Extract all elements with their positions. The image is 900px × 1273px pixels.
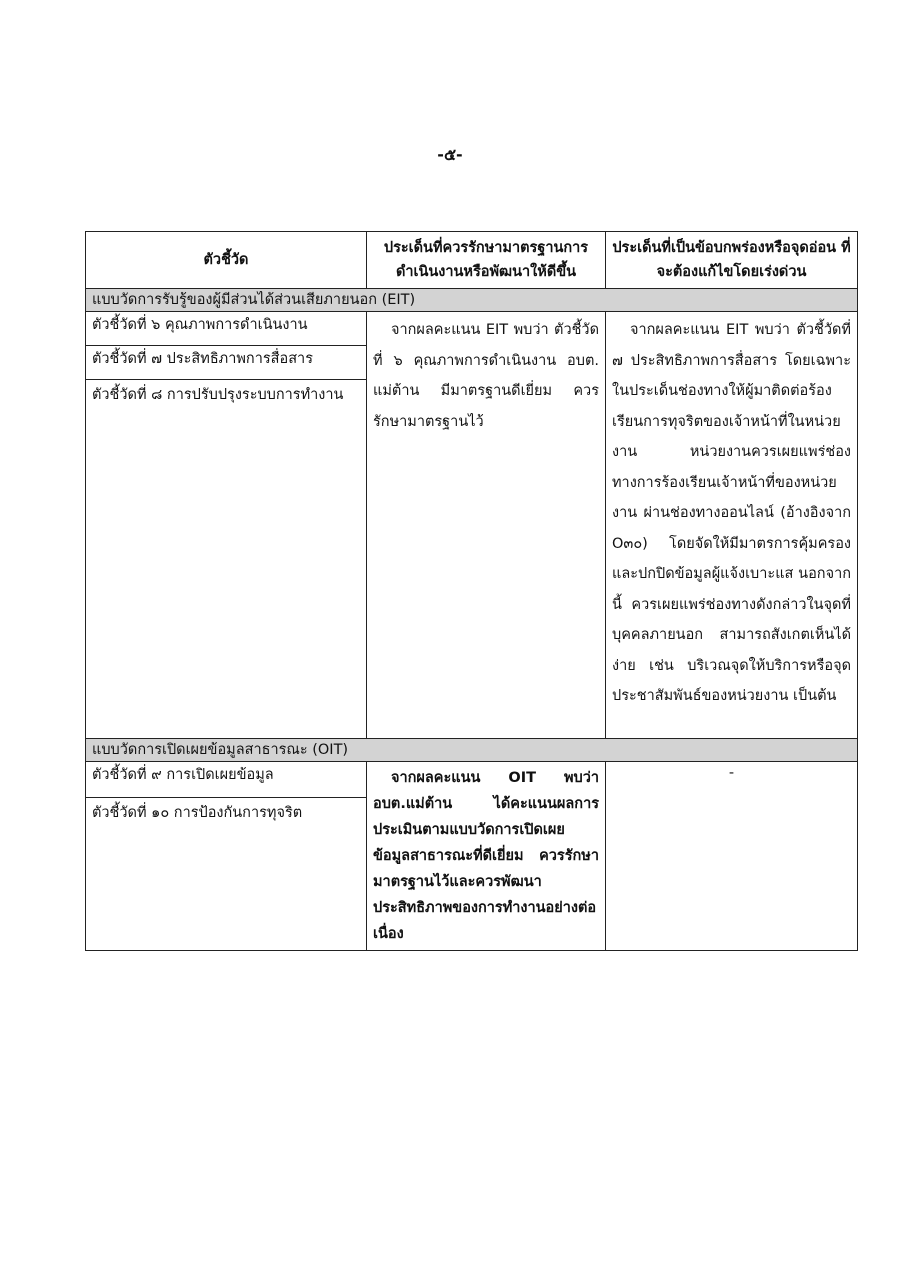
table-row [86,312,858,346]
oit-weakness-cell: - [606,762,858,951]
table-header-row [86,232,858,289]
assessment-table [85,231,858,951]
header-maintain: ประเด็นที่ควรรักษามาตรฐานการดำเนินงานหรือพัฒนาให้ดีขึ้น [367,232,606,289]
section-title-eit: แบบวัดการรับรู้ของผู้มีส่วนได้ส่วนเสียภายนอก (EIT) [86,289,858,312]
indicator-10: ตัวชี้วัดที่ ๑๐ การป้องกันการทุจริต [86,797,367,951]
header-weakness: ประเด็นที่เป็นข้อบกพร่องหรือจุดอ่อน ที่จะต้องแก้ไขโดยเร่งด่วน [606,232,858,289]
section-row-eit [86,289,858,312]
indicator-9: ตัวชี้วัดที่ ๙ การเปิดเผยข้อมูล [86,762,367,798]
section-title-oit: แบบวัดการเปิดเผยข้อมูลสาธารณะ (OIT) [86,739,858,762]
eit-weakness-cell: จากผลคะแนน EIT พบว่า ตัวชี้วัดที่ ๗ ประสิทธิภาพการสื่อสาร โดยเฉพาะในประเด็นช่องทางให้ผู้มาติดต่อร้องเรียนการทุจริตของเจ้าหน้าที่ในหน่วยงาน หน่วยงานควรเผยแพร่ช่องทางการร้องเรียนเจ้าหน้าที่ของหน่วยงาน ผ่านช่องทางออนไลน์ (อ้างอิงจาก O๓๐) โดยจัดให้มีมาตรการคุ้มครองและปกปิดข้อมูลผู้แจ้งเบาะแส นอกจากนี้ ควรเผยแพร่ช่องทางดังกล่าวในจุดที่บุคคลภายนอก สามารถสังเกตเห็นได้ง่าย เช่น บริเวณจุดให้บริการหรือจุดประชาสัมพันธ์ของหน่วยงาน เป็นต้น [606,312,858,739]
indicator-7: ตัวชี้วัดที่ ๗ ประสิทธิภาพการสื่อสาร [86,346,367,380]
page-number: -๕- [437,145,463,164]
table-row [86,762,858,798]
section-row-oit [86,739,858,762]
header-indicator: ตัวชี้วัด [86,232,367,289]
eit-maintain-cell: จากผลคะแนน EIT พบว่า ตัวชี้วัดที่ ๖ คุณภาพการดำเนินงาน อบต. แม่ต้าน มีมาตรฐานดีเยี่ยม ควรรักษามาตรฐานไว้ [367,312,606,739]
oit-maintain-cell: จากผลคะแนน OIT พบว่า อบต.แม่ต้าน ได้คะแนนผลการประเมินตามแบบวัดการเปิดเผยข้อมูลสาธารณะที่ดีเยี่ยม ควรรักษามาตรฐานไว้และควรพัฒนาประสิทธิภาพของการทำงานอย่างต่อเนื่อง [367,762,606,951]
indicator-6: ตัวชี้วัดที่ ๖ คุณภาพการดำเนินงาน [86,312,367,346]
indicator-8: ตัวชี้วัดที่ ๘ การปรับปรุงระบบการทำงาน [86,380,367,739]
